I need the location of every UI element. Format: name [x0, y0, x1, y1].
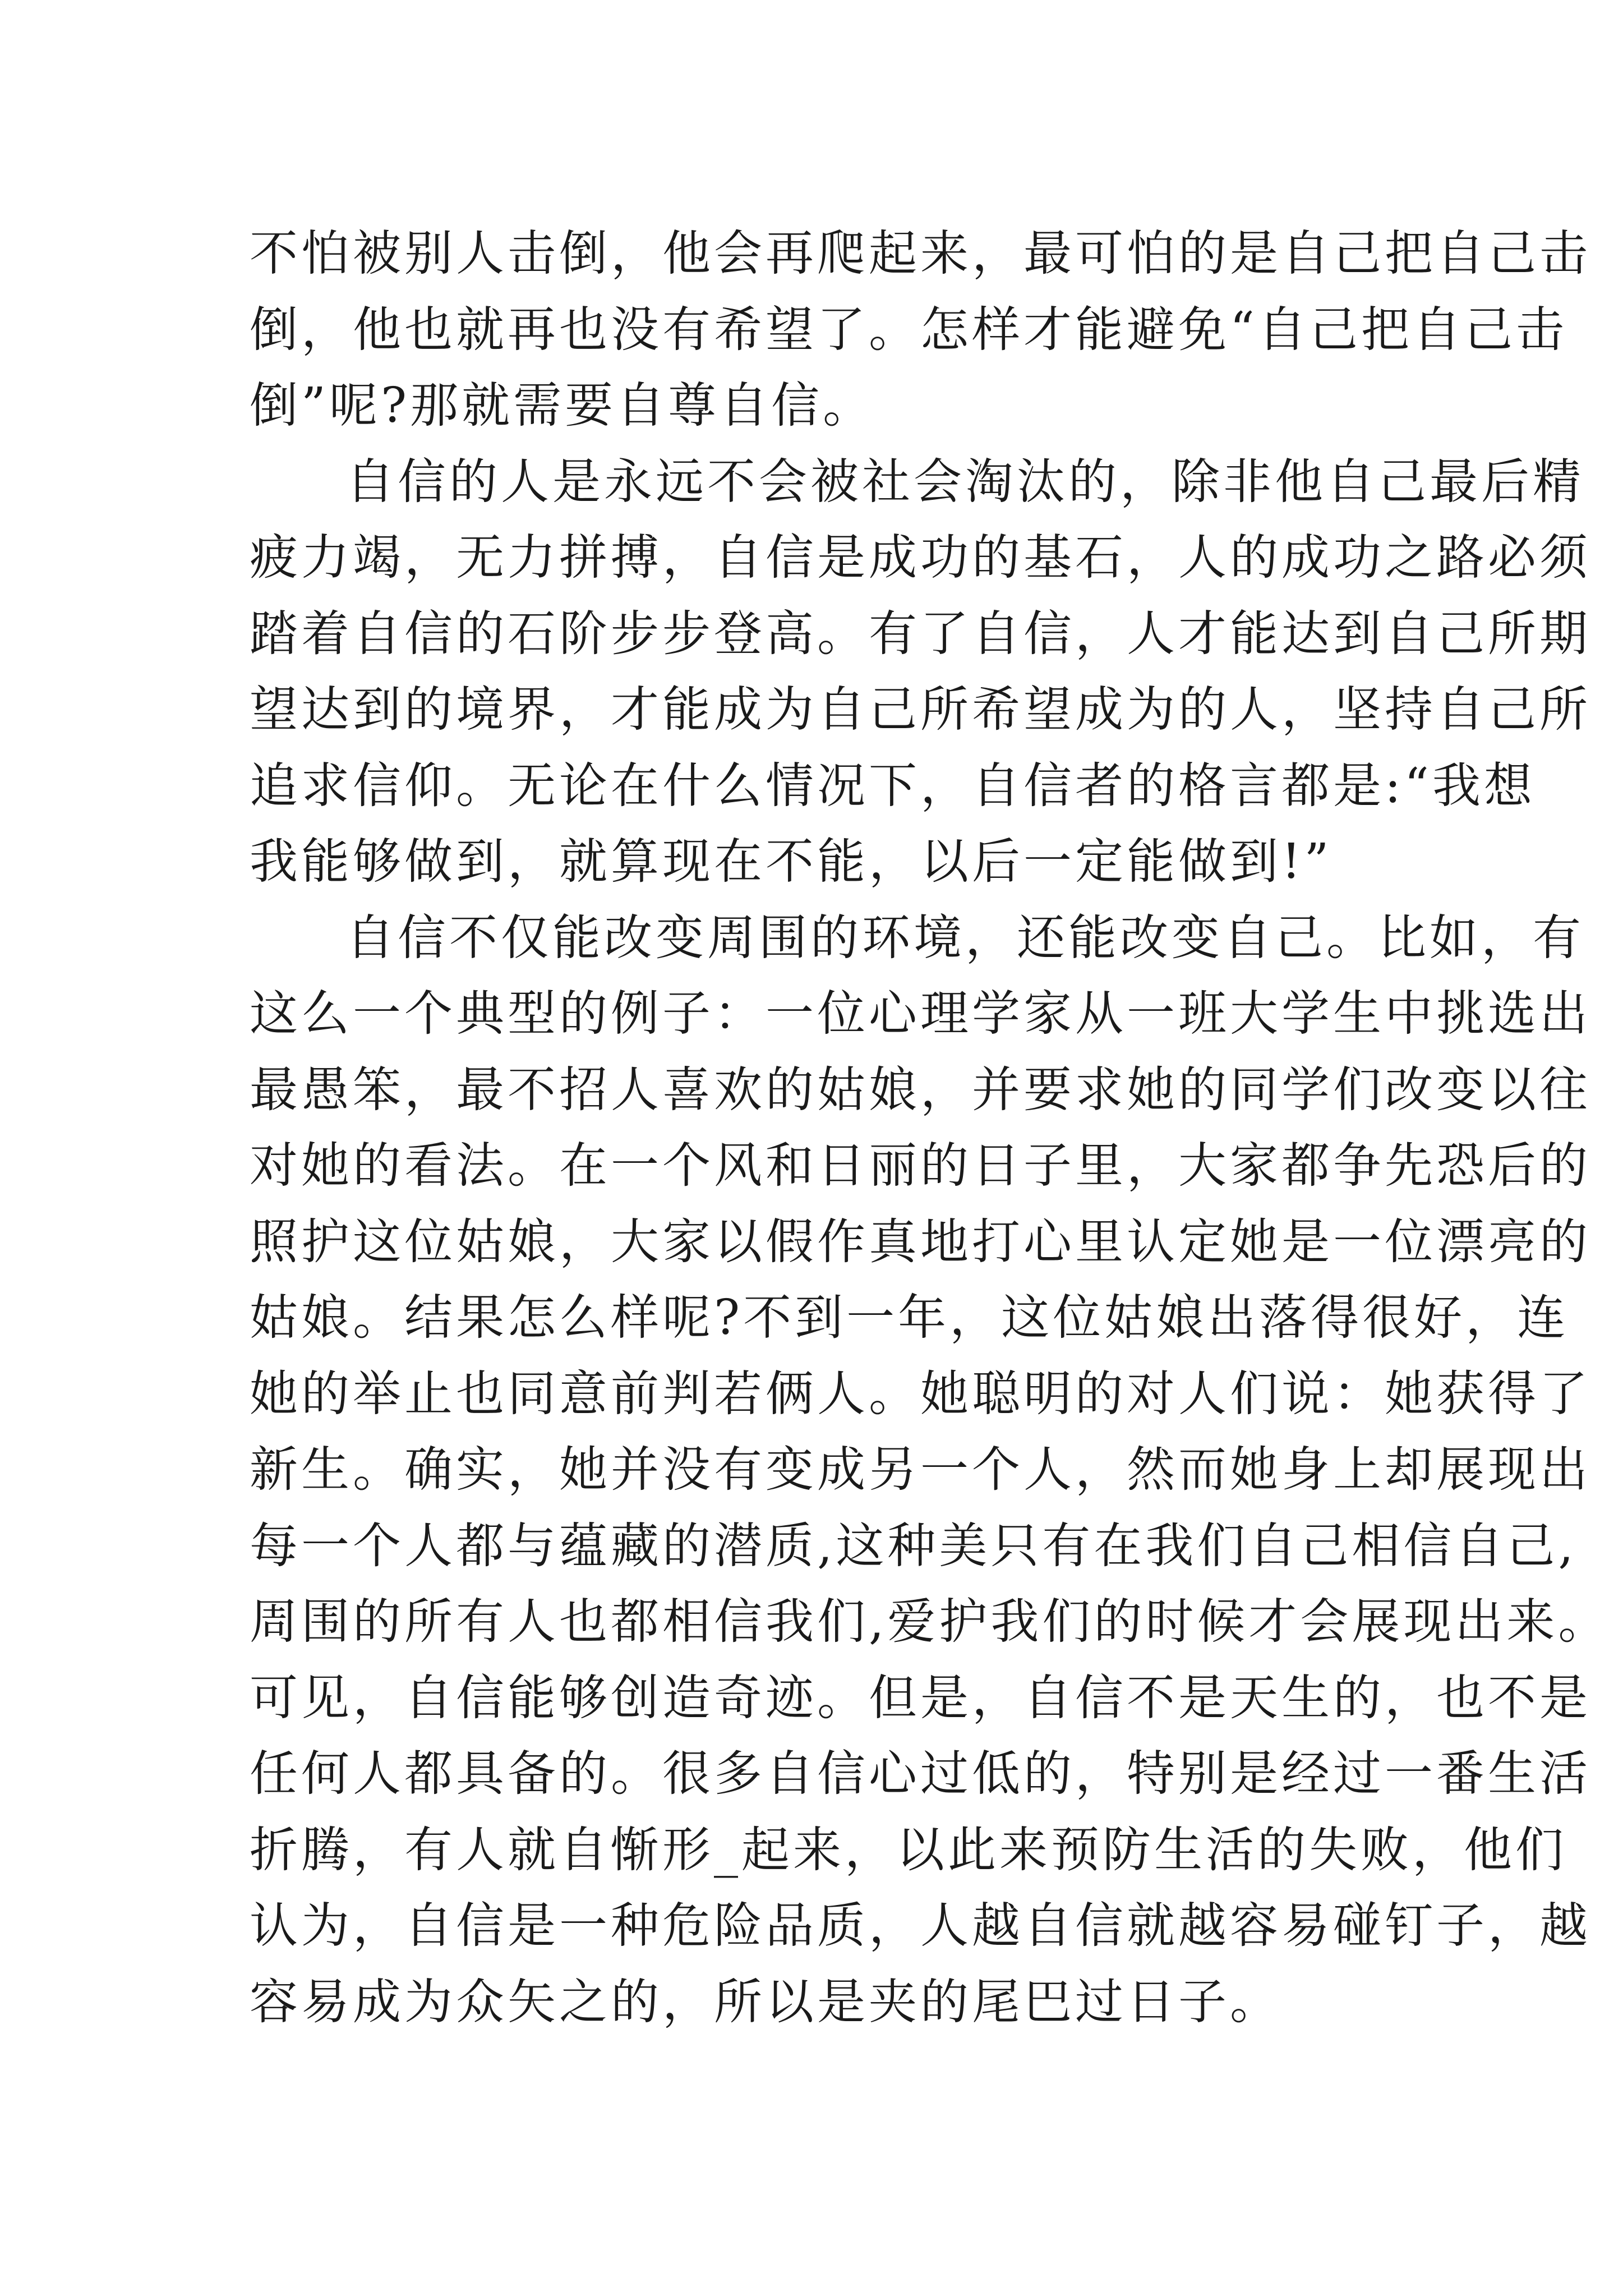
text-line: 照护这位姑娘，大家以假作真地打心里认定她是一位漂亮的	[250, 1213, 1591, 1270]
text-line: 她的举止也同意前判若俩人。她聪明的对人们说：她获得了	[250, 1365, 1591, 1422]
text-line: 不怕被别人击倒，他会再爬起来，最可怕的是自己把自己击	[250, 226, 1591, 282]
document-body	[250, 216, 1610, 2040]
text-line: 新生。确实，她并没有变成另一个人，然而她身上却展现出	[250, 1442, 1591, 1498]
text-line: 容易成为众矢之的，所以是夹的尾巴过日子。	[250, 1973, 1281, 2030]
text-line: 望达到的境界，才能成为自己所希望成为的人，坚持自己所	[250, 682, 1591, 738]
text-line: 最愚笨，最不招人喜欢的姑娘，并要求她的同学们改变以往	[250, 1061, 1591, 1118]
text-line: 认为，自信是一种危险品质，人越自信就越容易碰钉子，越	[250, 1898, 1591, 1954]
text-line: 追求信仰。无论在什么情况下，自信者的格言都是:“我想	[250, 757, 1536, 814]
text-line: 可见，自信能够创造奇迹。但是，自信不是天生的，也不是	[250, 1669, 1591, 1726]
text-line: 对她的看法。在一个风和日丽的日子里，大家都争先恐后的	[250, 1138, 1591, 1194]
text-line: 折腾，有人就自惭形_起来，以此来预防生活的失败，他们	[250, 1821, 1567, 1878]
text-line: 疲力竭，无力拼搏，自信是成功的基石，人的成功之路必须	[250, 530, 1591, 586]
text-line: 每一个人都与蕴藏的潜质,这种美只有在我们自己相信自己,	[250, 1517, 1577, 1574]
text-line: 倒”呢?那就需要自尊自信。	[250, 378, 875, 434]
text-line: 我能够做到，就算现在不能，以后一定能做到!”	[250, 834, 1332, 890]
text-line: 周围的所有人也都相信我们,爱护我们的时候才会展现出来。	[250, 1594, 1610, 1650]
text-line: 踏着自信的石阶步步登高。有了自信，人才能达到自己所期	[250, 605, 1591, 662]
text-line: 自信的人是永远不会被社会淘汰的，除非他自己最后精	[346, 453, 1584, 510]
text-line: 自信不仅能改变周围的环境，还能改变自己。比如，有	[346, 909, 1584, 966]
text-line: 这么一个典型的例子：一位心理学家从一班大学生中挑选出	[250, 986, 1591, 1042]
text-line: 姑娘。结果怎么样呢?不到一年，这位姑娘出落得很好，连	[250, 1290, 1569, 1346]
text-line: 倒，他也就再也没有希望了。怎样才能避免“自己把自己击	[250, 301, 1567, 358]
text-line: 任何人都具备的。很多自信心过低的，特别是经过一番生活	[250, 1746, 1591, 1802]
